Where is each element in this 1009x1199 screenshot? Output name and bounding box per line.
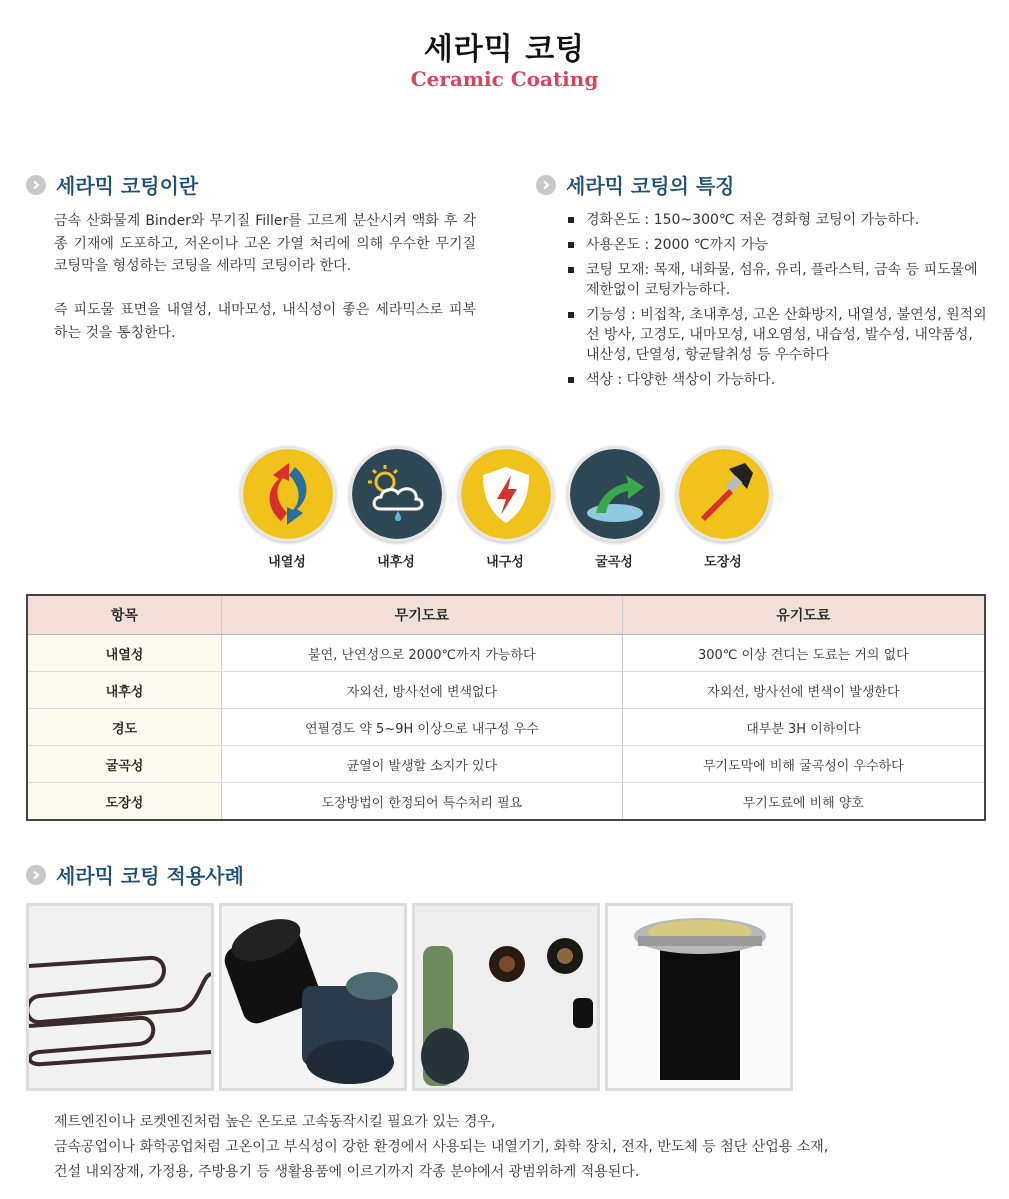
- applications-heading: [26, 860, 244, 889]
- about-heading-label: 세라믹 코팅이란: [56, 174, 199, 198]
- table-row: [27, 709, 985, 746]
- features-heading-label: 세라믹 코팅의 특징: [566, 174, 735, 198]
- row-key: 내후성: [27, 672, 222, 709]
- chevron-right-icon: [26, 865, 46, 885]
- features-heading: [536, 170, 735, 199]
- about-paragraph-2: 즉 피도물 표면을 내열성, 내마모성, 내식성이 좋은 세라믹스로 피복하는 것을 통칭한다.: [54, 302, 476, 341]
- bend-arrow-icon: [567, 446, 663, 542]
- table-cell: 자외선, 방사선에 변색이 발생한다: [622, 672, 985, 709]
- column-header: 무기도료: [222, 595, 623, 635]
- applications-line: 금속공업이나 화학공업처럼 고온이고 부식성이 강한 환경에서 사용되는 내열기기, 화학 장치, 전자, 반도체 등 첨단 산업용 소재,: [54, 1139, 829, 1155]
- row-key: 경도: [27, 709, 222, 746]
- feature-item: 경화온도 : 150~300℃ 저온 경화형 코팅이 가능하다.: [566, 210, 988, 230]
- row-key: 도장성: [27, 783, 222, 821]
- shield-bolt-icon: [458, 446, 554, 542]
- weather-icon: [349, 446, 445, 542]
- property-flexibility: [567, 446, 661, 570]
- table-cell: 무기도료에 비해 양호: [622, 783, 985, 821]
- column-header: 유기도료: [622, 595, 985, 635]
- property-icons: [240, 446, 780, 576]
- about-heading: [26, 170, 198, 199]
- table-row: [27, 635, 985, 672]
- page-title: 세라믹 코팅: [423, 32, 586, 67]
- table-cell: 불연, 난연성으로 2000℃까지 가능하다: [222, 635, 623, 672]
- table-cell: 자외선, 방사선에 변색없다: [222, 672, 623, 709]
- table-cell: 무기도막에 비해 굴곡성이 우수하다: [622, 746, 985, 783]
- table-row: [27, 746, 985, 783]
- property-durability: [458, 446, 552, 570]
- feature-item: 사용온도 : 2000 ℃까지 가능: [566, 235, 988, 255]
- features-list: [566, 210, 988, 395]
- property-heat: [240, 446, 334, 570]
- applications-line: 제트엔진이나 로켓엔진처럼 높은 온도로 고속동작시킬 필요가 있는 경우,: [54, 1114, 496, 1130]
- table-cell: 도장방법이 한정되어 특수처리 필요: [222, 783, 623, 821]
- photo-coated-wire-rods: [26, 903, 214, 1091]
- table-cell: 300℃ 이상 견디는 도료는 거의 없다: [622, 635, 985, 672]
- chevron-right-icon: [536, 175, 556, 195]
- property-label: 도장성: [704, 555, 742, 570]
- table-cell: 연필경도 약 5~9H 이상으로 내구성 우수: [222, 709, 623, 746]
- property-paintability: [676, 446, 770, 570]
- photo-coated-vessel: [605, 903, 793, 1091]
- about-paragraph-1: 금속 산화물계 Binder와 무기질 Filler를 고르게 분산시켜 액화 후 각종 기재에 도포하고, 저온이나 고온 가열 처리에 의해 우수한 무기질 코팅막을 형성하는 코팅을 세라믹 코팅이라 한다.: [54, 213, 476, 274]
- photo-coated-cylinders: [219, 903, 407, 1091]
- photo-coated-pipes: [412, 903, 600, 1091]
- applications-description: [54, 1110, 954, 1185]
- chevron-right-icon: [26, 175, 46, 195]
- row-key: 굴곡성: [27, 746, 222, 783]
- property-label: 굴곡성: [595, 555, 633, 570]
- property-weather: [349, 446, 443, 570]
- column-header: 항목: [27, 595, 222, 635]
- applications-line: 건설 내외장재, 가정용, 주방용기 등 생활용품에 이르기까지 각종 분야에서 광범위하게 적용된다.: [54, 1164, 640, 1180]
- heat-arrows-icon: [240, 446, 336, 542]
- table-cell: 균열이 발생할 소지가 있다: [222, 746, 623, 783]
- property-label: 내열성: [268, 555, 306, 570]
- page-subtitle: Ceramic Coating: [410, 67, 599, 91]
- table-cell: 대부분 3H 이하이다: [622, 709, 985, 746]
- row-key: 내열성: [27, 635, 222, 672]
- table-row: [27, 672, 985, 709]
- feature-item: 색상 : 다양한 색상이 가능하다.: [566, 370, 988, 390]
- feature-item: 기능성 : 비접착, 초내후성, 고온 산화방지, 내열성, 불연성, 원적외선 방사, 고경도, 내마모성, 내오염성, 내습성, 발수성, 내약품성, 내산성, 단열성, 항균탈취성 등 우수하다: [566, 305, 988, 365]
- property-label: 내구성: [486, 555, 524, 570]
- feature-item: 코팅 모재: 목재, 내화물, 섬유, 유리, 플라스틱, 금속 등 피도물에 제한없이 코팅가능하다.: [566, 260, 988, 300]
- property-label: 내후성: [377, 555, 415, 570]
- comparison-table: [26, 594, 986, 821]
- table-row: [27, 783, 985, 821]
- paint-brush-icon: [676, 446, 772, 542]
- applications-heading-label: 세라믹 코팅 적용사례: [56, 864, 244, 888]
- table-header-row: [27, 595, 985, 635]
